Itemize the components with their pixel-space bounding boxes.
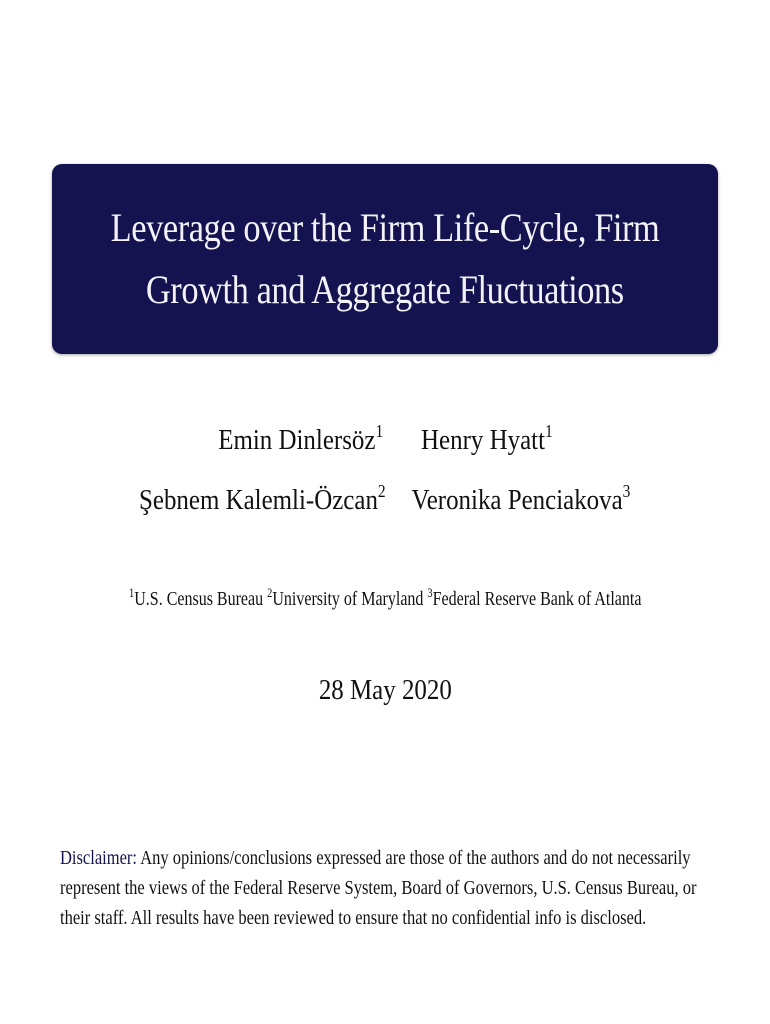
- affiliations: [0, 585, 770, 611]
- author-penciakova: [411, 481, 631, 517]
- title-line-1: Leverage over the Firm Life-Cycle, Firm: [110, 205, 660, 250]
- affiliation-mark: 2: [266, 585, 273, 600]
- affiliation-maryland: University of Maryland: [272, 588, 424, 610]
- date-text: 28 May 2020: [318, 674, 452, 706]
- author-affiliation-mark: 1: [544, 421, 553, 441]
- disclaimer: [60, 843, 704, 933]
- authors-row-1: [0, 421, 770, 457]
- author-affiliation-mark: 2: [378, 481, 386, 501]
- author-affiliation-mark: 1: [374, 421, 383, 441]
- title-line-2: Growth and Aggregate Fluctuations: [146, 267, 624, 312]
- author-name: Henry Hyatt: [420, 424, 545, 456]
- disclaimer-text: Any opinions/conclusions expressed are those of the authors and do not necessarily represent the views of the Federal Reserve System, Board of Governors, U.S. Census Bureau, or their staff. All results have been reviewed to ensure that no confidential info is disclosed.: [60, 847, 697, 929]
- author-name: Şebnem Kalemli-Özcan: [139, 484, 379, 516]
- affiliation-mark: 3: [427, 585, 433, 600]
- author-name: Veronika Penciakova: [411, 484, 623, 516]
- authors-row-2: [0, 481, 770, 517]
- disclaimer-label: Disclaimer:: [60, 847, 137, 869]
- author-affiliation-mark: 3: [622, 481, 631, 501]
- author-hyatt: [420, 421, 553, 457]
- affiliation-atlanta-fed: Federal Reserve Bank of Atlanta: [432, 588, 642, 610]
- affiliation-mark: 1: [128, 585, 134, 600]
- presentation-date: [0, 674, 770, 707]
- title-box: [52, 164, 718, 354]
- affiliation-census: U.S. Census Bureau: [133, 588, 263, 610]
- author-kalemli-ozcan: [139, 481, 386, 517]
- author-name: Emin Dinlersöz: [217, 424, 375, 456]
- author-dinlersoz: [217, 421, 383, 457]
